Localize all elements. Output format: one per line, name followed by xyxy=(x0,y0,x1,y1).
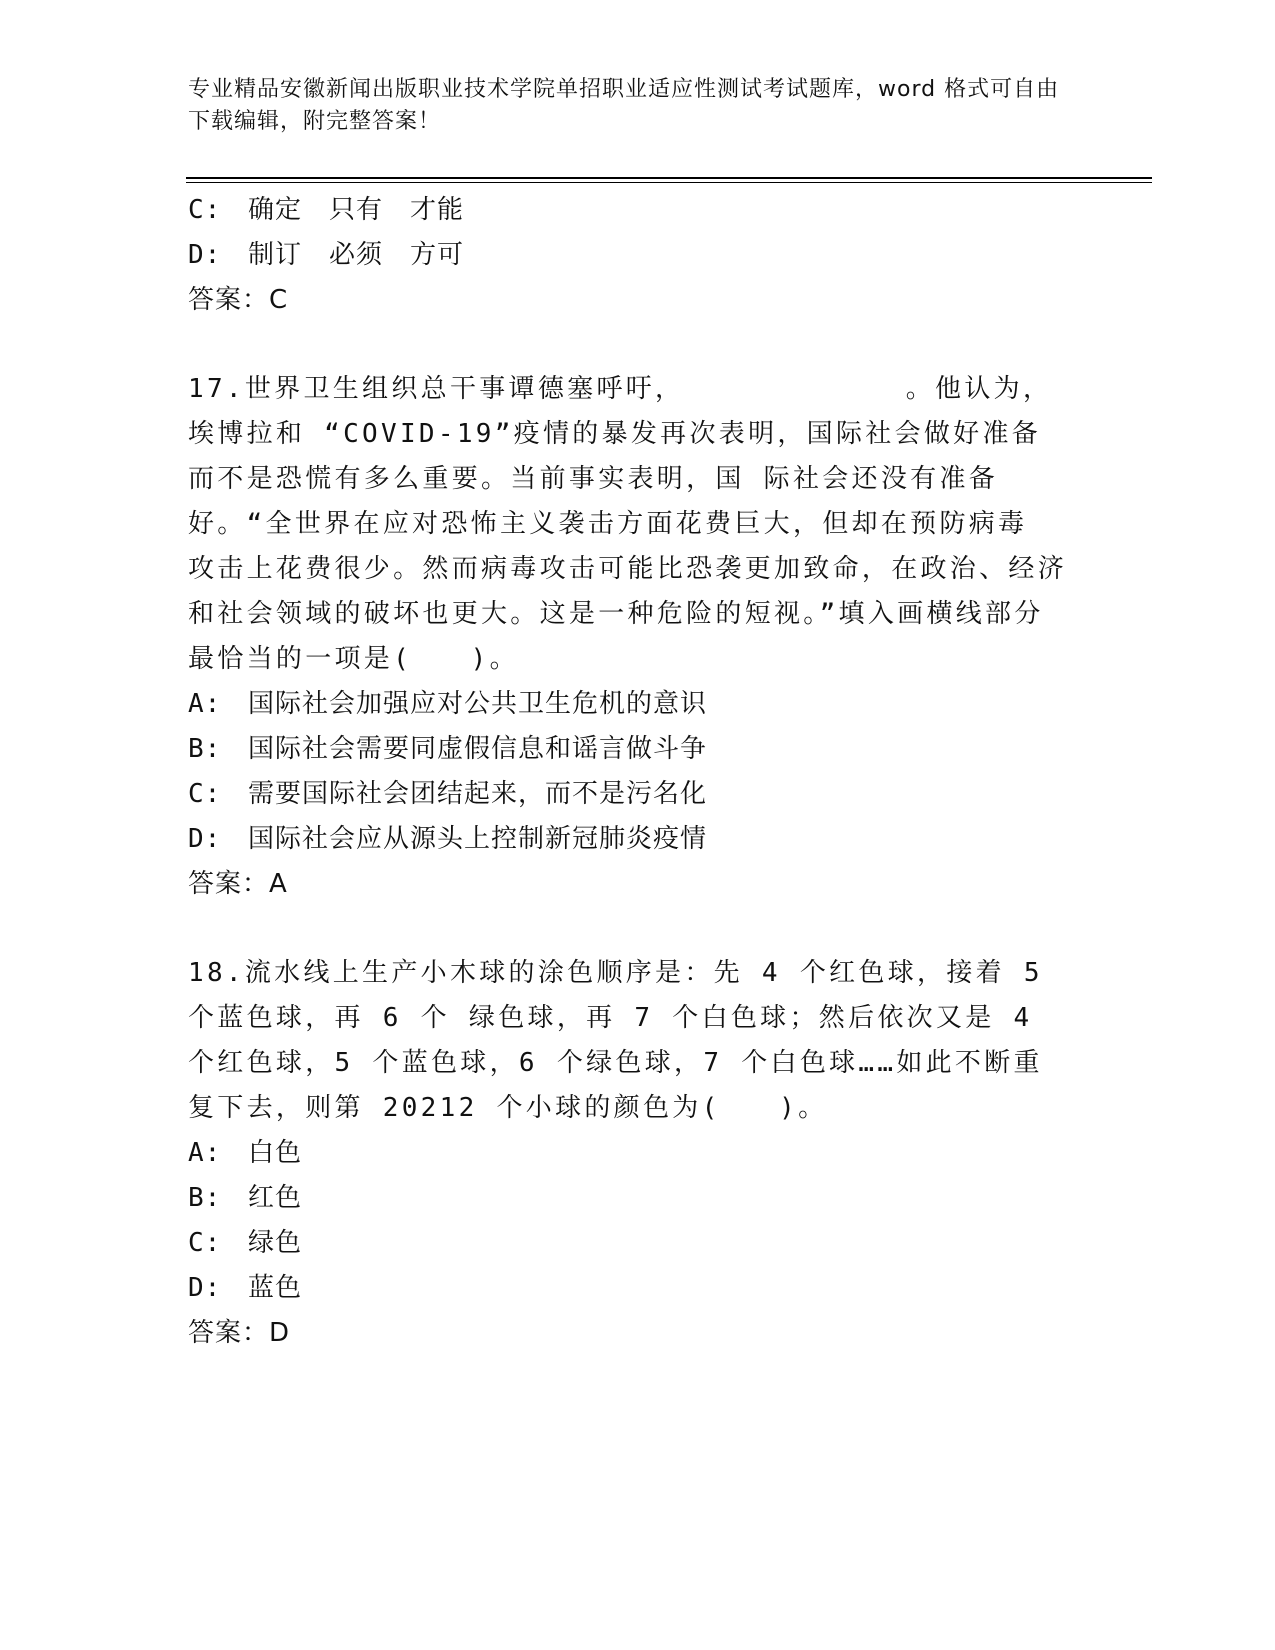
option-b xyxy=(188,1176,1088,1221)
option-a xyxy=(188,1131,1088,1176)
answer-line: 答案：A xyxy=(188,869,288,899)
option-key: C: xyxy=(188,1228,222,1258)
question-17-stem: 17.世界卫生组织总干事谭德塞呼吁， 。他认为，埃博拉和 “COVID-19”疫情的暴发再次表明，国际社会做好准备而不是恐慌有多么重要。当前事实表明，国 际社会还没有准备好。“全世界在应对恐怖主义袭击方面花费巨大，但却在预防病毒 攻击上花费很少。然而病毒攻击可能比恐袭更加致命，在政治、经济和社会领域的破坏也更大。这是一种危险的短视。”填入画横线部分最恰当的一项是( )。 xyxy=(188,374,1068,674)
question-content xyxy=(188,188,1088,1356)
option-text: 白色 xyxy=(248,1138,303,1168)
option-key: D: xyxy=(188,1273,222,1303)
option-b xyxy=(188,727,1088,772)
option-key: C: xyxy=(188,779,222,809)
option-key: D: xyxy=(188,824,222,854)
option-key: B: xyxy=(188,1183,222,1213)
question-18-stem: 18.流水线上生产小木球的涂色顺序是：先 4 个红色球，接着 5 个蓝色球，再 6 个 绿色球，再 7 个白色球；然后依次又是 4 个红色球，5 个蓝色球，6 个绿色球，7 个白色球……如此不断重复下去，则第 20212 个小球的颜色为( )。 xyxy=(188,958,1043,1123)
option-key: D: xyxy=(188,240,222,270)
option-text: 绿色 xyxy=(248,1228,303,1258)
option-text: 蓝色 xyxy=(248,1273,303,1303)
spacer xyxy=(188,907,1088,951)
option-text: 国际社会应从源头上控制新冠肺炎疫情 xyxy=(248,824,708,854)
option-text: 国际社会需要同虚假信息和谣言做斗争 xyxy=(248,734,708,764)
option-key: A: xyxy=(188,1138,222,1168)
option-key: A: xyxy=(188,689,222,719)
option-c xyxy=(188,1221,1088,1266)
option-a xyxy=(188,682,1088,727)
option-c xyxy=(188,772,1088,817)
header-rule-thick xyxy=(186,177,1152,179)
option-text: 需要国际社会团结起来，而不是污名化 xyxy=(248,779,708,809)
answer-line: 答案：D xyxy=(188,1318,291,1348)
option-c xyxy=(188,188,1088,233)
option-d xyxy=(188,233,1088,278)
option-key: B: xyxy=(188,734,222,764)
spacer xyxy=(188,323,1088,367)
option-text: 确定 只有 才能 xyxy=(248,195,465,225)
option-text: 红色 xyxy=(248,1183,303,1213)
option-key: C: xyxy=(188,195,222,225)
option-d xyxy=(188,1266,1088,1311)
option-text: 制订 必须 方可 xyxy=(248,240,465,270)
header-rule-thin xyxy=(186,182,1152,183)
option-d xyxy=(188,817,1088,862)
answer-line: 答案：C xyxy=(188,285,289,315)
page-header: 专业精品安徽新闻出版职业技术学院单招职业适应性测试考试题库，word 格式可自由下载编辑，附完整答案！ xyxy=(188,77,1060,134)
option-text: 国际社会加强应对公共卫生危机的意识 xyxy=(248,689,708,719)
